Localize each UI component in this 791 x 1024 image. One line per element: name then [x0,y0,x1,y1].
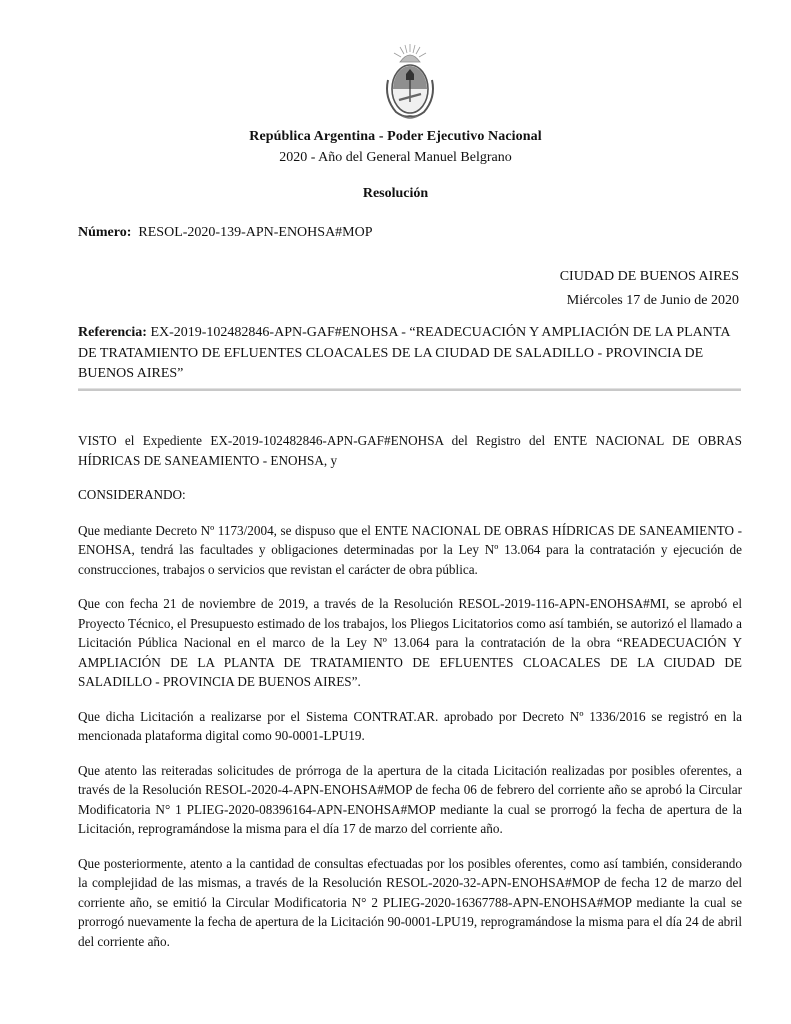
paragraph: Que con fecha 21 de noviembre de 2019, a través de la Resolución RESOL-2019-116-APN-ENOHSA#MI, se aprobó el Proyecto Técnico, el Presupuesto estimado de los trabajos, los Pliegos Licitatorios como así también, se autorizó el llamado a Licitación Pública Nacional en el marco de la Ley Nº 13.064 para la contratación de la obra “READECUACIÓN Y AMPLIACIÓN DE LA PLANTA DE TRATAMIENTO DE EFLUENTES CLOACALES DE LA CIUDAD DE SALADILLO - PROVINCIA DE BUENOS AIRES”. [78,596,742,689]
reference-label: Referencia: [78,325,147,340]
header-subtitle: 2020 - Año del General Manuel Belgrano [279,150,512,165]
city: CIUDAD DE BUENOS AIRES [559,269,739,284]
numero-value: RESOL-2020-139-APN-ENOHSA#MOP [138,225,373,240]
header-title: República Argentina - Poder Ejecutivo Nacional [249,129,542,144]
paragraph: Que atento las reiteradas solicitudes de prórroga de la apertura de la citada Licitación realizadas por posibles oferentes, a través de la Resolución RESOL-2020-4-APN-ENOHSA#MOP de fecha 06 de febrero del corriente año se aprobó la Circular Modificatoria N° 1 PLIEG-2020-08396164-APN-ENOHSA#MOP mediante la cual se prorrogó la fecha de apertura de la Licitación, reprogramándose la misma para el día 17 de marzo del corriente año. [78,762,742,836]
considerando-heading: CONSIDERANDO: [78,487,186,502]
reference-value: EX-2019-102482846-APN-GAF#ENOHSA - “READECUACIÓN Y AMPLIACIÓN DE LA PLANTA DE TRATAMIENTO DE EFLUENTES CLOACALES DE LA CIUDAD DE SALADILLO - PROVINCIA DE BUENOS AIRES” [78,325,730,381]
divider [78,388,741,391]
paragraph: Que dicha Licitación a realizarse por el Sistema CONTRAT.AR. aprobado por Decreto Nº 1336/2016 se registró en la mencionada plataforma digital como 90-0001-LPU19. [78,708,742,743]
paragraph: Que posteriormente, atento a la cantidad de consultas efectuadas por los posibles oferentes, como así también, considerando la complejidad de las mismas, a través de la Resolución RESOL-2020-32-APN-ENOHSA#MOP de fecha 12 de marzo del corriente año, se emitió la Circular Modificatoria N° 2 PLIEG-2020-16367788-APN-ENOHSA#MOP mediante la cual se prorrogó nuevamente la fecha de apertura de la Licitación 90-0001-LPU19, reprogramándose la misma para el día 24 de abril del corriente año. [78,855,742,949]
place-date [560,265,739,313]
paragraph: Que mediante Decreto Nº 1173/2004, se dispuso que el ENTE NACIONAL DE OBRAS HÍDRICAS DE SANEAMIENTO - ENOHSA, tendrá las facultades y obligaciones determinadas por la Ley Nº 13.064 para la contratación y ejecución de construcciones, trabajos o servicios que revistan el carácter de obra pública. [78,522,742,577]
resolution-number [78,225,373,241]
reference [78,323,738,385]
numero-label: Número: [78,225,132,240]
document-body [78,431,742,966]
argentina-coat-of-arms-icon [382,42,438,122]
visto-paragraph: VISTO el Expediente EX-2019-102482846-APN-GAF#ENOHSA del Registro del ENTE NACIONAL DE OBRAS HÍDRICAS DE SANEAMIENTO - ENOHSA, y [78,433,742,468]
date: Miércoles 17 de Junio de 2020 [566,293,739,308]
document-type: Resolución [362,186,429,201]
